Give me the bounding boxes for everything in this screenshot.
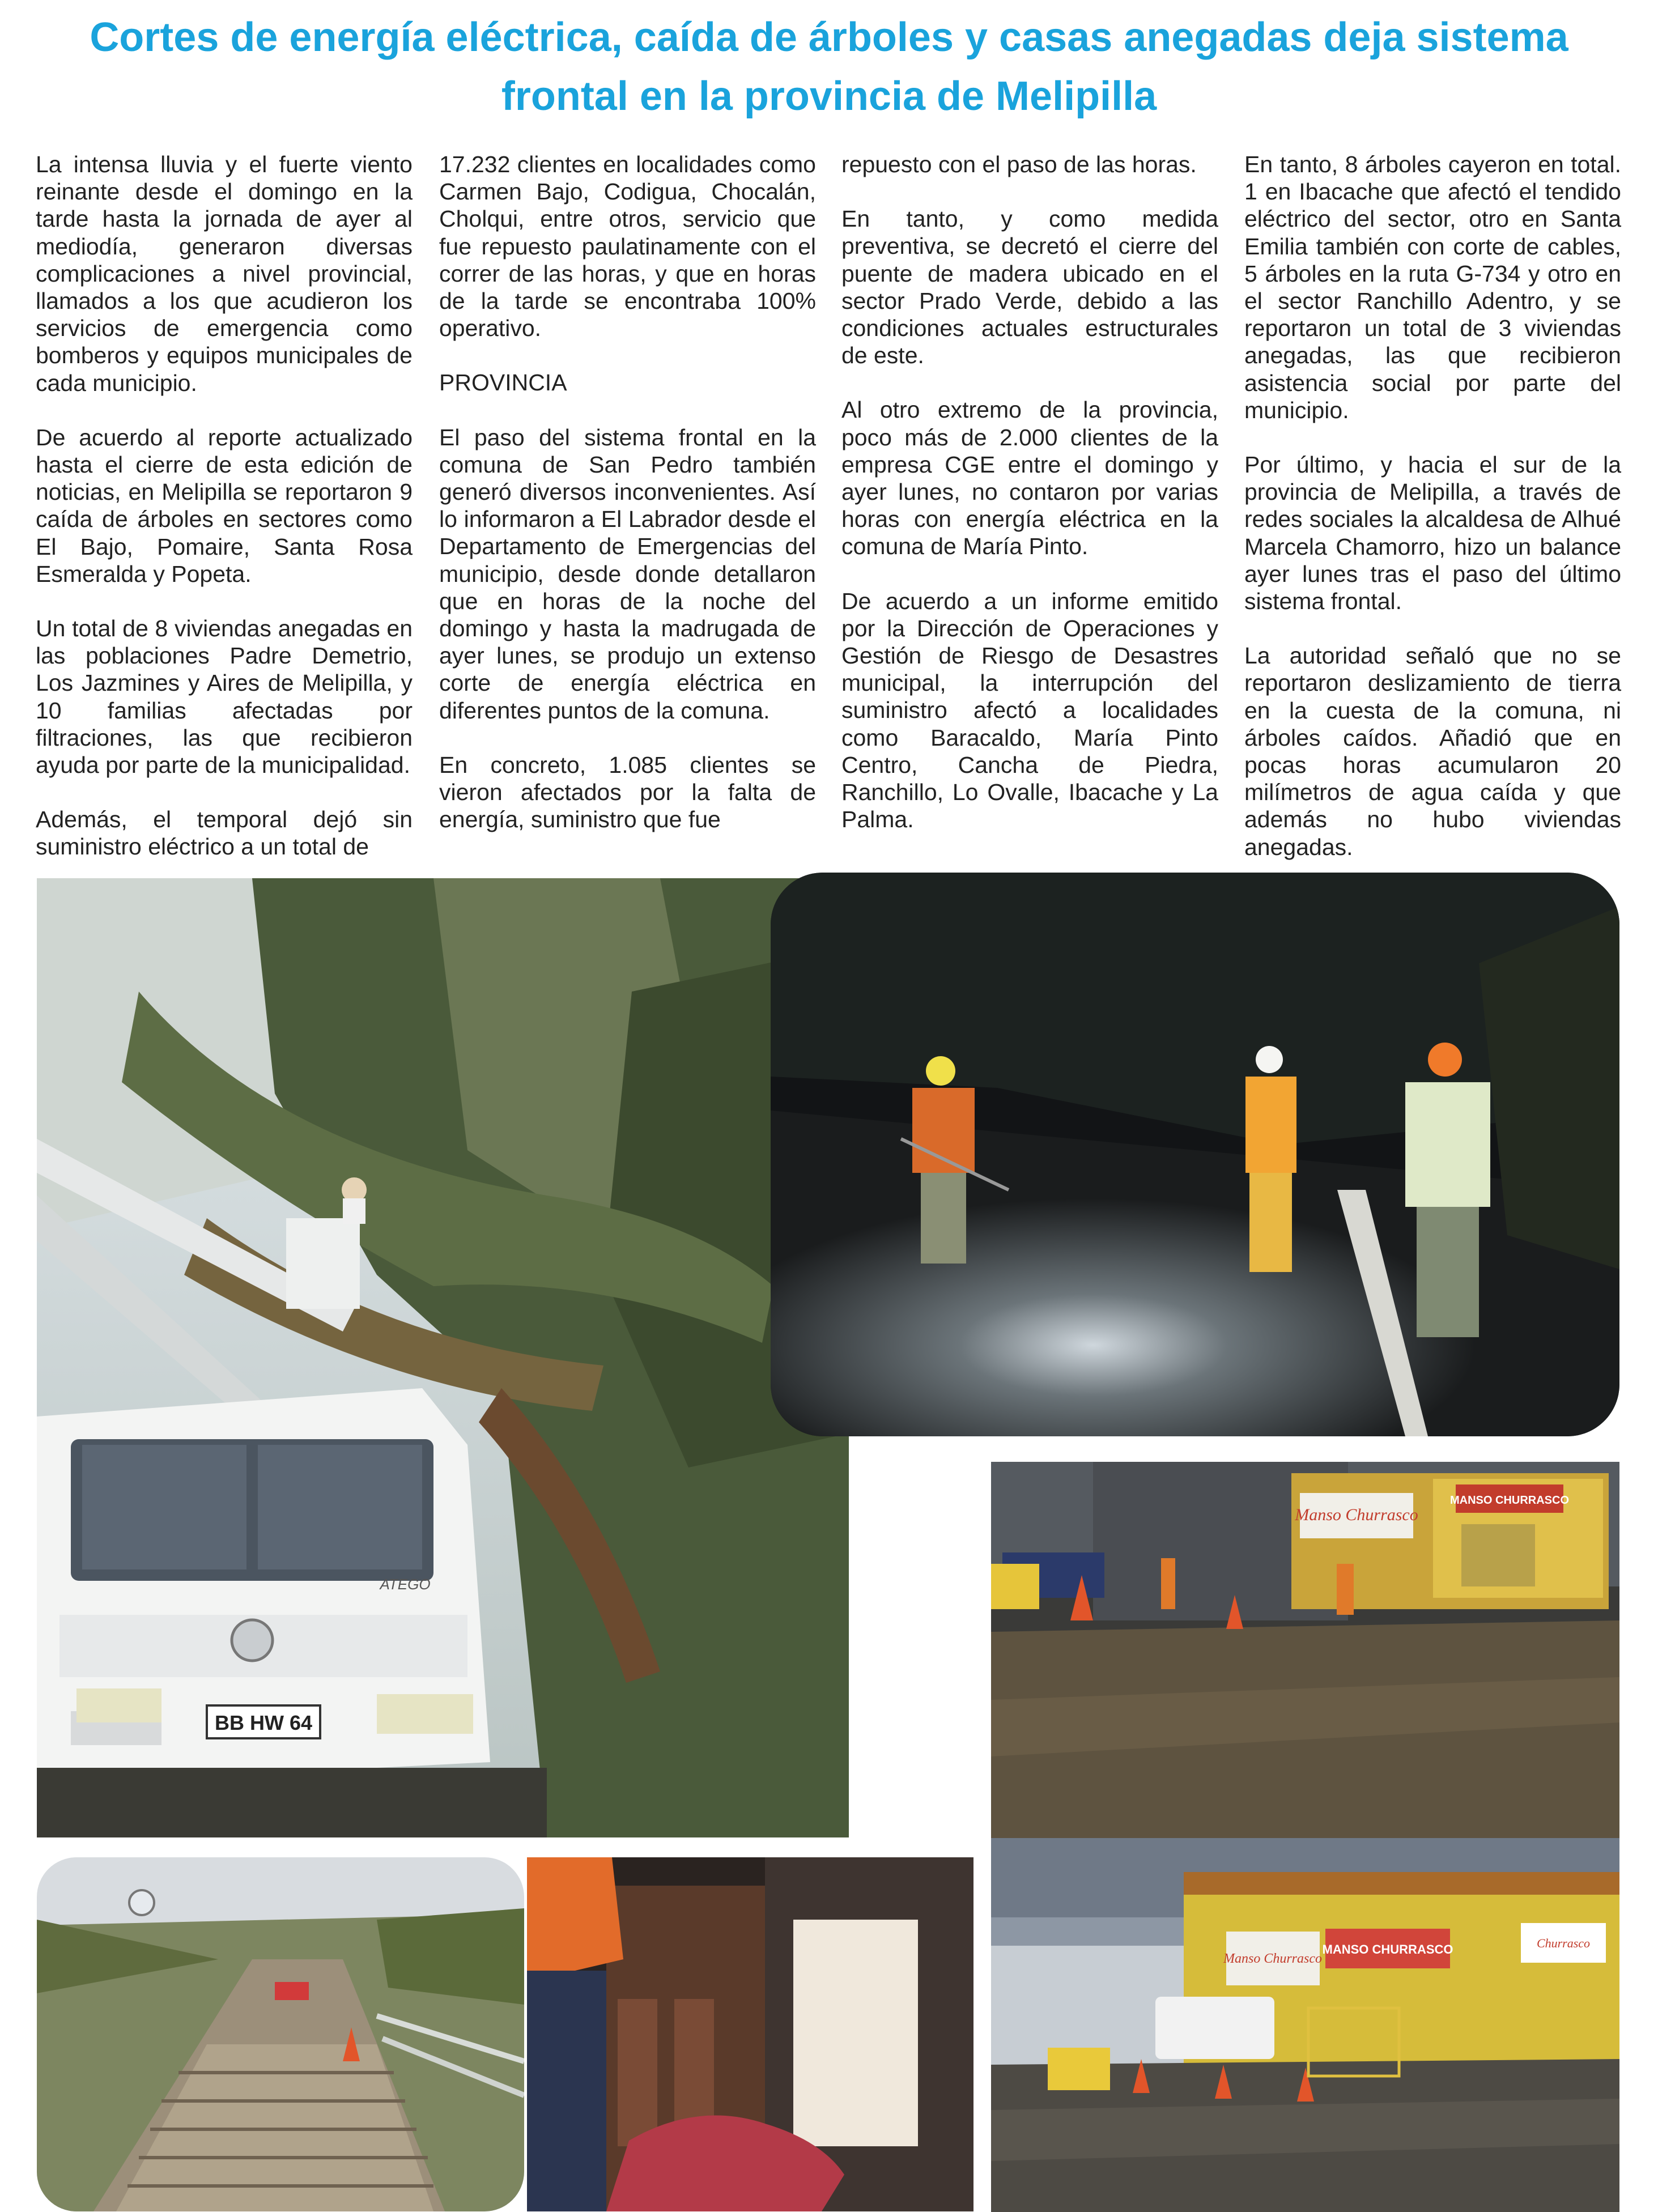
section-heading: PROVINCIA: [439, 369, 567, 396]
paragraph: Además, el temporal dejó sin suministro eléctrico a un total de: [36, 806, 413, 860]
paragraph: En tanto, y como medida preventiva, se decretó el cierre del puente de madera ubicado en el sector Prado Verde, debido a las condiciones actuales estructurales de este.: [841, 206, 1218, 369]
paragraph: repuesto con el paso de las horas.: [841, 151, 1197, 177]
text-column-4: [1244, 151, 1621, 861]
text-column-3: [841, 151, 1218, 833]
shop-sign-left: Manso Churrasco: [1295, 1505, 1418, 1524]
paragraph: Un total de 8 viviendas anegadas en las poblaciones Padre Demetrio, Los Jazmines y Aires de Melipilla, y 10 familias afectadas por filtraciones, las que recibieron ayuda por parte de la municipalidad.: [36, 615, 413, 779]
photo-fallen-tree-truck: [37, 878, 849, 1837]
photo-flooded-street: [991, 1462, 1619, 1843]
paragraph: La autoridad señaló que no se reportaron deslizamiento de tierra en la cuesta de la comuna, ni árboles caídos. Añadió que en pocas horas acumularon 20 milímetros de agua caída y que además no hubo viviendas anegadas.: [1244, 643, 1621, 860]
paragraph: Al otro extremo de la provincia, poco más de 2.000 clientes de la empresa CGE entre el domingo y ayer lunes, no contaron por varias horas con energía eléctrica en la comuna de María Pinto.: [841, 397, 1218, 560]
photo-night-crew: [771, 873, 1619, 1436]
paragraph: El paso del sistema frontal en la comuna de San Pedro también generó diversos inconvenientes. Así lo informaron a El Labrador desde el Departamento de Emergencias del municipio, desde donde detallaron que en horas de la noche del domingo y hasta la madrugada de ayer lunes, se produjo un extenso corte de energía eléctrica en diferentes puntos de la comuna.: [439, 424, 816, 724]
corner-sign-left: Manso Churrasco: [1223, 1951, 1323, 1966]
photo-flooded-corner: [991, 1838, 1619, 2212]
corner-sign-right: Churrasco: [1536, 1936, 1591, 1950]
truck-model-label: ATEGO: [380, 1576, 431, 1593]
paragraph: La intensa lluvia y el fuerte viento reinante desde el domingo en la tarde hasta la jornada de ayer al mediodía, generaron diversas complicaciones a nivel provincial, llamados a los que acudieron los servicios de emergencia como bomberos y equipos municipales de cada municipio.: [36, 151, 413, 396]
corner-sign-mid: MANSO CHURRASCO: [1322, 1942, 1453, 1956]
license-plate: BB HW 64: [214, 1711, 313, 1734]
paragraph: De acuerdo a un informe emitido por la Dirección de Operaciones y Gestión de Riesgo de Desastres municipal, la interrupción del suministro afectó a localidades como Baracaldo, María Pinto Centro, Cancha de Piedra, Ranchillo, Lo Ovalle, Ibacache y La Palma.: [841, 588, 1218, 833]
photo-wooden-bridge: [37, 1857, 524, 2211]
shop-sign-right: MANSO CHURRASCO: [1450, 1494, 1569, 1507]
text-column-2: [439, 151, 816, 833]
article-headline: Cortes de energía eléctrica, caída de árboles y casas anegadas deja sistema frontal en la provincia de Melipilla: [90, 15, 1568, 119]
paragraph: De acuerdo al reporte actualizado hasta el cierre de esta edición de noticias, en Melipilla se reportaron 9 caída de árboles en sectores como El Bajo, Pomaire, Santa Rosa Esmeralda y Popeta.: [36, 424, 413, 587]
paragraph: En tanto, 8 árboles cayeron en total. 1 en Ibacache que afectó el tendido eléctrico del sector, otro en Santa Emilia también con corte de cables, 5 árboles en la ruta G-734 y otro en el sector Ranchillo Adentro, y se reportaron un total de 3 viviendas anegadas, las que recibieron asistencia social por parte del municipio.: [1244, 151, 1621, 423]
paragraph: Por último, y hacia el sur de la provincia de Melipilla, a través de redes sociales la alcaldesa de Alhué Marcela Chamorro, hizo un balance ayer lunes tras el paso del último sistema frontal.: [1244, 452, 1621, 615]
paragraph: 17.232 clientes en localidades como Carmen Bajo, Codigua, Chocalán, Cholqui, entre otros, servicio que fue repuesto paulatinamente con el correr de las horas, y que en horas de la tarde se encontraba 100% operativo.: [439, 151, 816, 342]
text-column-1: [36, 151, 413, 861]
paragraph: En concreto, 1.085 clientes se vieron afectados por la falta de energía, suministro que fue: [439, 751, 816, 833]
photo-flooded-interior: [527, 1857, 973, 2211]
